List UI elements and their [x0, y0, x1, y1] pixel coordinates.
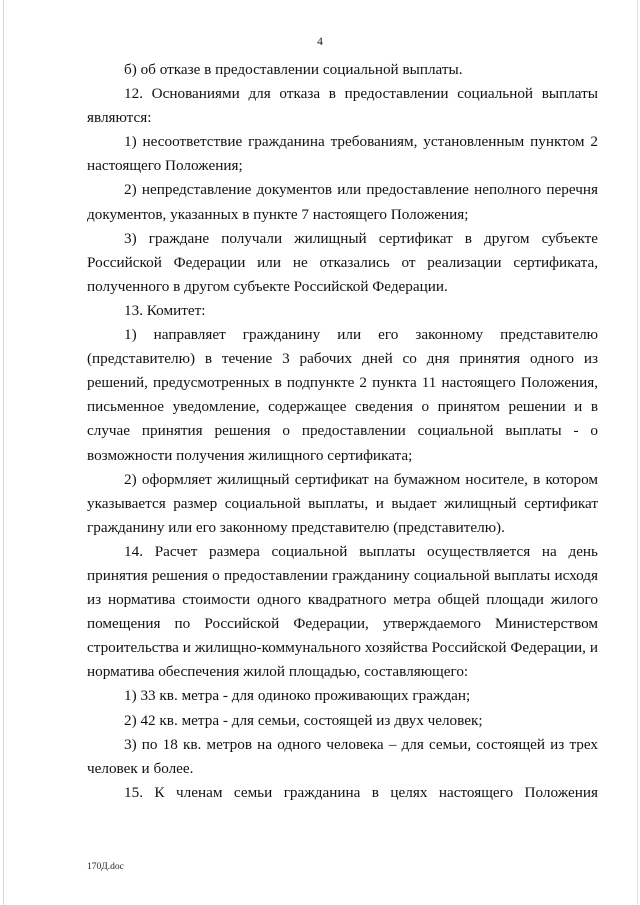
page-number: 4: [317, 36, 323, 48]
paragraph-13-heading: 13. Комитет:: [124, 301, 206, 319]
paragraph-12-item-1: 1) несоответствие гражданина требованиям, установленным пунктом 2 настоящего Положения;: [87, 133, 598, 175]
scan-edge-left: [3, 0, 4, 905]
paragraph-13-item-1: 1) направляет гражданину или его законному представителю (представителю) в течение 3 рабочих дней со дня принятия одного из решений, предусмотренных в подпункте 2 пункта 11 настоящего Положения, письменное уведомление, содержащее сведения о принятом решении и в случае принятия решения о предоставлении социальной выплаты - о возможности получения жилищного сертификата;: [87, 326, 598, 464]
footer-filename: 170Д.doc: [87, 862, 124, 872]
paragraph-12-item-2: 2) непредставление документов или предоставление неполного перечня документов, указанных в пункте 7 настоящего Положения;: [87, 181, 598, 223]
document-body: [87, 58, 598, 805]
paragraph-15: 15. К членам семьи гражданина в целях настоящего Положения: [124, 783, 598, 801]
paragraph-14: 14. Расчет размера социальной выплаты осуществляется на день принятия решения о предоставлении гражданину социальной выплаты исходя из норматива стоимости одного квадратного метра общей площади жилого помещения по Российской Федерации, утверждаемого Министерством строительства и жилищно-коммунального хозяйства Российской Федерации, и норматива обеспечения жилой площадью, составляющего:: [87, 542, 598, 681]
paragraph-12-item-3: 3) граждане получали жилищный сертификат в другом субъекте Российской Федерации или не отказались от реализации сертификата, полученного в другом субъекте Российской Федерации.: [87, 229, 598, 295]
paragraph-refusal-decision: б) об отказе в предоставлении социальной выплаты.: [124, 61, 463, 78]
paragraph-12-heading: 12. Основаниями для отказа в предоставлении социальной выплаты являются:: [87, 85, 598, 127]
paragraph-14-item-2: 2) 42 кв. метра - для семьи, состоящей из двух человек;: [124, 711, 483, 729]
paragraph-13-item-2: 2) оформляет жилищный сертификат на бумажном носителе, в котором указывается размер социальной выплаты, и выдает жилищный сертификат гражданину или его законному представителю (представителю).: [87, 470, 598, 536]
paragraph-14-item-1: 1) 33 кв. метра - для одиноко проживающих граждан;: [124, 687, 471, 705]
paragraph-14-item-3: 3) по 18 кв. метров на одного человека – для семьи, состоящей из трех человек и более.: [87, 735, 598, 777]
scan-edge-right: [637, 0, 638, 905]
